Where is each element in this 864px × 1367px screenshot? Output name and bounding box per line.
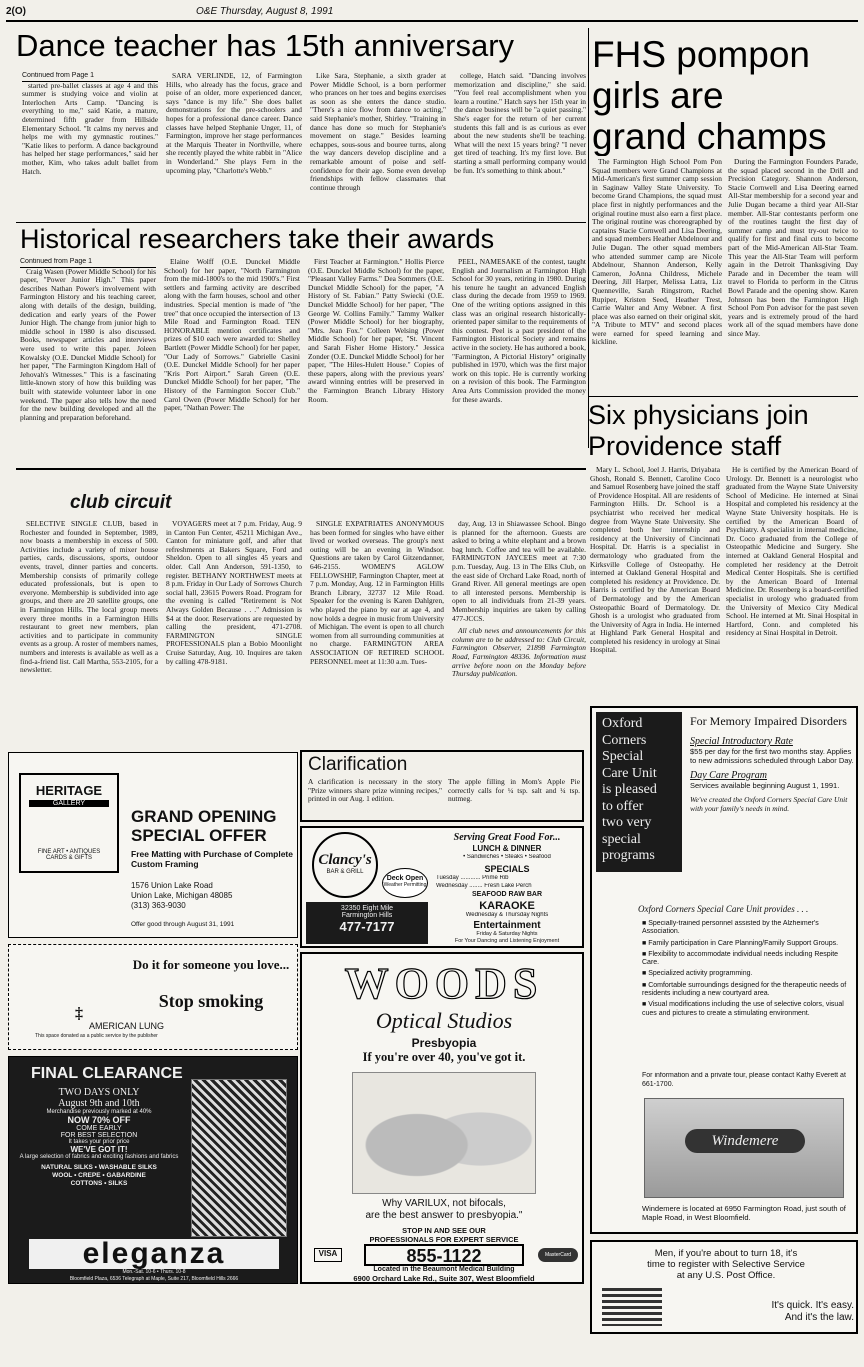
section-date: O&E Thursday, August 8, 1991 [196,6,334,17]
eleganza-logo: eleganza [29,1239,279,1269]
oxford-right-panel [690,714,854,874]
oxford-bullet: ■ Comfortable surroundings designed for the therapeutic needs of residents including a new courtyard area. [642,981,847,998]
historical-col2-text: Elaine Wolff (O.E. Dunckel Middle School) for her paper, "North Farmington from the mid-1800's to the mid 1900's." First settlers and farming activity are described along with the farm houses, school and other industries. Special mention is made of "the tree" that once occupied the intersection of 13 Mile Road and Farmington Road. TEN HONORABLE mention certificates and prizes of $10 each were awarded to: Shelley Bartlett (Power Middle School) for her paper, "Our Lady of Sorrows." Gabrielle Casini (O.E. Dunckel Middle School) for her paper "Kris Port Airport." Sarah Green (O.E. Dunckel Middle School) for her paper, "The History of the Farmington Soccer Club." Carol Owen (Power Middle School) for her paper, "Nathan Power: The [164,258,300,413]
oxford-left-line: special [602,831,641,847]
woods-phone: 855-1122 [364,1244,524,1266]
dance-col3-text: Like Sara, Stephanie, a sixth grader at Power Middle School, is a born performer who prances on her toes and begins exercises as soon as she enters the dance studio. "There's a nice flow from dance to acting," said Stephanie's mother, Shirley. "Training in dance has done so much for Stephanie's movement on stage." Besides learning echappes, sous-sous and bouree turns, along the way dancers develop discipline and a remarkable amount of poise and self-confidence for their age. Some even develop friendships with fellow classmates that continue through [310,72,446,192]
historical-col3-text: First Teacher at Farmington." Hollis Pierce (O.E. Dunckel Middle School) for the paper, "Pleasant Valley Farms." Dea Sommers (O.E. Dunckel Middle School) for the paper, "A History of St. Fabian." Patty Swiecki (O.E. Dunckel Middle School) for her paper, "The George W. Collins Family." Tammy Walker (Power Middle School) for her biography, "Mrs. Jean Fox." Colleen Welsing (Power Middle School) for her paper, "St. Vincent and Sarah Fisher Home History." Jessica Zonder (O.E. Dunckel Middle School) for her paper, "The Hiles-Hulett House." Copies of these papers, along with the previous years' award winning entries will be preserved in the Farmington Branch Library History Room. [308,258,444,404]
dance-column-1 [22,72,158,218]
clancys-lunch-sub: • Sandwiches • Steaks • Seafood [463,854,551,860]
club-col4-text: day, Aug. 13 in Shiawassee School. Bingo is planned for the afternoon. Guests are asked to bring a white elephant and a brown bag lunch. Coffee and tea will be available. FARMINGTON JAYCEES meet at 7:30 p.m. Tuesday, Aug. 13 in The Elks Club, on the east side of Orchard Lake Road, north of Grand River. All general meetings are open to all interested persons. Membership is open to all individuals from 21-39 years. Membership inquiries are taken by calling 477-JCCS. [452,520,586,623]
oxford-bullet: ■ Family participation in Care Planning/Family Support Groups. [642,939,839,947]
section-rule [588,396,858,397]
model-photo-icon [191,1079,287,1237]
windemere-building-icon [644,1098,844,1198]
lung-cross-icon: ‡ [75,1005,83,1022]
club-column-1 [20,520,158,742]
heritage-logo: HERITAGE [35,783,103,798]
oxford-left-line: Corners [602,732,647,748]
oxford-bullet-text: Visual modifications including the use of selective colors, visual cues and pictures to create a stimulating environment. [642,1001,844,1017]
woods-stop [312,1226,576,1246]
selective-tagline-line: And it's the law. [784,1312,854,1323]
eleganza-large: A large selection of fabrics and exciting fashions and fabrics [19,1154,179,1160]
physicians-col1-text: Mary L. School, Joel J. Harris, Driyabata Ghosh, Ronald S. Bennett, Caroline Coco and Samuel Rosenberg have joined the staff of Providence Hospital. All are residents of Farmington Hills. Dr. School is a psychiatrist who received her medical degree from Wayne State University. She completed both her internship and residency at the University of Cincinnati Hospital. Dr. Harris is a specialist in dermatology who graduated from the Kirksville College of Osteopathy. He interned at Oakland General Hospital and completed his residency at Providence. Dr. Harris is certified by the American Board of Dermatology and by the American Osteopathic Board of Dermatology. Dr. Ghosh is a urologist who graduated from the University of Agra in India. He interned at Highland Park General Hospital and completed his residency in urology at Sinai Hospital. [590,466,720,655]
oxford-ad [590,706,858,1234]
lung-note: This space donated as a public service by the publisher [35,1033,158,1039]
oxford-left-line: Special [602,749,644,764]
oxford-footer: Windemere is located at 6950 Farmington Road, just south of Maple Road, in West Bloomfield. [642,1204,846,1222]
clancys-logo: Clancy's [318,852,372,868]
lung-ad [8,944,298,1050]
heritage-headline [131,807,295,847]
heritage-address [131,881,295,917]
historical-column-2 [164,258,300,462]
clancys-serving: Serving Great Food For... [453,832,561,843]
heritage-tag: CARDS & GIFTS [45,855,92,861]
clancys-logo-circle [312,832,378,898]
clancys-logo-sub: BAR & GRILL [326,869,364,875]
clancys-karaoke-sub: Wednesday & Thursday Nights [465,912,549,918]
oxford-right-title: For Memory Impaired Disorders [690,714,847,728]
clancys-lunch: LUNCH & DINNER [472,844,542,853]
eleganza-days: TWO DAYS ONLY [58,1087,140,1098]
oxford-bullet-text: Comfortable surroundings designed for the therapeutic needs of residents including a new courtyard area. [642,981,847,998]
clancys-special-row: Wednesday ........ Fresh Lake Perch [436,883,532,889]
oxford-bullet: ■ Specialized activity programming. [642,970,753,978]
heritage-address-line: 1576 Union Lake Road [131,881,213,890]
oxford-left-line: Care Unit [602,765,657,781]
oxford-info: For information and a private tour, please contact Kathy Everett at 661-1700. [642,1072,846,1088]
heritage-tag: FINE ART • ANTIQUES [37,849,101,855]
masthead-rule [6,20,858,22]
woods-varilux-line: are the best answer to presbyopia." [365,1210,523,1221]
clancys-special-row: Tuesday ............ Prime Rib [436,875,509,881]
oxford-left-line: programs [602,848,655,863]
oxford-day-title: Day Care Program [690,770,768,781]
pompon-headline [592,34,858,156]
historical-col4-text: PEEL, NAMESAKE of the contest, taught English and Journalism at Farmington High School for 30 years, retiring in 1980. During his tenure he taught an advanced English class during the decade from 1959 to 1969. One of the writing options assigned in this class was an original research historically-oriented paper similar to the requirements of this contest. Peel is a past president of the Farmington Historical Society and remains active in the society. He has authored a book, "Farmington, A Pictorial History" originally published in 1970, which was the first major work on this topic. He is currently working on a revision of this book. The Farmington Area Arts Commission provided the money for these awards. [452,258,586,404]
clarification-title: Clarification [308,754,408,775]
woods-script: Optical Studios [375,1008,513,1033]
woods-ad [300,952,584,1284]
lung-org: AMERICAN LUNG [89,1021,165,1031]
oxford-bullet-text: Specially-trained personnel assisted by the Alzheimer's Association. [642,920,819,936]
woods-presbyopia: Presbyopia [411,1036,477,1050]
club-col2-text: VOYAGERS meet at 7 p.m. Friday, Aug. 9 in Canton Fun Center, 45211 Michigan Ave., Canton for miniature golf, and after that refreshments at Bakers Square, Ford and Sheldon. Open to all singles 45 years and older. Call Ann Anderson, 591-1350, to register. BETHANY NORTHWEST meets at 8 p.m. Friday in Our Lady of Sorrows Church social hall, 23615 Powers Road. Program for the evening is called "Retirement is Not Always Golden Because . . ." Admission is $4 at the door. Reservations are requested by calling the president, 471-2708. FARMINGTON SINGLE PROFESSIONALS plan a Bobio Moonlight Cruise Saturday, Aug. 10. Inquires are taken by calling 478-9181. [166,520,302,666]
historical-headline: Historical researchers take their awards [20,226,495,254]
historical-column-4 [452,258,586,462]
oxford-left-line: two very [602,815,652,830]
pompon-headline-line: grand champs [592,116,827,156]
heritage-address-line: (313) 363-9030 [131,901,186,910]
clancys-entertainment: Entertainment [473,920,541,931]
eleganza-fabrics [19,1164,179,1188]
heritage-logo-box [19,773,119,873]
dance-continued: Continued from Page 1 [22,72,158,82]
selective-line: Men, if you're about to turn 18, it's [654,1248,798,1259]
heritage-logo-sub: GALLERY [29,800,109,807]
selective-line: at any U.S. Post Office. [676,1270,776,1281]
eleganza-dates: August 9th and 10th [58,1098,140,1109]
pompon-col2-text: During the Farmington Founders Parade, the squad placed second in the Drill and Precision Category. Shannon Anderson, Stacie Cornwell and Lisa Deering earned All-Star membership for a second year and Julie Dugan became a third year All-Star member. All-Star contestants perform one of the routines taught the first day of summer camp and must try-out twice to qualify for first and final cuts to become part of the Mid-American All-Star Team. This year the All-Star Team will perform again in the Detroit Thanksgiving Day Parade and in December the team will travel to Florida to perform in the Citrus Bowl Parade and the opening show. Karen Johnson has been the Farmington High School Pom Pon advisor for the past seven years and is extremely proud of the hard work all of the squad members have done since May. [728,158,858,338]
selective-service-ad [590,1240,858,1334]
clancys-address-line: Farmington Hills [341,912,393,919]
oxford-created: We've created the Oxford Corners Special Care Unit with your family's needs in mind. [690,795,848,813]
eleganza-wegot: WE'VE GOT IT! [70,1145,128,1154]
oxford-bullet-text: Specialized activity programming. [648,970,753,978]
section-rule [16,222,586,223]
eyeglasses-photo-icon [352,1072,536,1194]
clarification-body-2: The apple filling in Mom's Apple Pie correctly calls for ¼ tsp. salt and ¼ tsp. nutmeg. [448,778,580,804]
club-column-2 [166,520,302,742]
club-column-3 [310,520,444,742]
club-col1-text: SELECTIVE SINGLE CLUB, based in Rochester and founded in September, 1989, now boasts a membership in excess of 500. Activities include a variety of mixer house parties, cards, discussions, sports, outdoor events, travel, dinner parties and concerts. Membership consists of primarily college educated professionals, but is open to everyone. Membership is subdivided into age groups, and there are 20 satellite groups, one in Farmington Hills. The local group meets every three months in a Farmington Hills restaurant to greet new members, plan activities and to participate in community events as a group. A roster of members names, numbers and interests is available as well as a find-a-friend list. Call Martha, 553-2105, for a newsletter. [20,520,158,675]
eleganza-footer: Mon.-Sat. 10-6 • Thurs. 10-8 [122,1269,186,1275]
historical-column-3 [308,258,444,462]
physicians-headline [588,400,858,464]
historical-column-1 [20,258,156,462]
historical-col1-text: Craig Wasen (Power Middle School) for his paper, "Power Junior High." This paper describes Nathan Power's involvement with Farmington History and his teaching career, along with details of the design, building, dedication and early years of the Power Junior High. The change from junior high to middle school in 1980 is also discussed. Books, newspaper articles and interviews were used to write this paper. Joleen Kowalsky (O.E. Dunckel Middle School) for her paper, "The Farmington Kingdom Hall of Jehovah's Witnesses." This is a fascinating little-known story of how this building was built with statewide volunteer labor in one weekend. The paper also tells how the need for the new building developed and all the planning and preparation beforehand. [20,266,156,422]
windemere-logo: Windemere [685,1129,805,1153]
section-rule [16,468,586,470]
mastercard-logo: MasterCard [538,1248,578,1262]
oxford-intro-text: $55 per day for the first two months stay. Applies to new admissions scheduled through Labor Day. [690,747,854,765]
heritage-offer: Free Matting with Purchase of Complete Custom Framing [131,849,293,869]
heritage-headline-line: GRAND OPENING [131,807,277,826]
clancys-deck-badge [382,868,428,898]
pompon-headline-line: girls are [592,75,724,116]
oxford-left-panel [596,712,682,872]
clancys-deck-sub: Weather Permitting [383,882,427,888]
clancys-address-line: 32350 Eight Mile [340,905,394,912]
oxford-left-line: Oxford [602,716,643,731]
woods-tagline: If you're over 40, you've got it. [362,1050,526,1064]
eleganza-now: NOW 70% OFF [67,1115,131,1125]
eleganza-fabrics-line: WOOL • CREPE • GABARDINE [52,1172,146,1179]
pompon-col1-text: The Farmington High School Pom Pon Squad members were Grand Champions at Mid-American's first summer camp session in Saginaw Valley State University. To become Grand Champions, the squad must place first in nightly performances and the original routine must also earn a first place. The original routine was choreographed by captains Stacie Cornwell and Lisa Deering, and squad members Heather Abdelnour and Julie Dugan. The other squad members who attended summer camp are Nicole Abdelnour, Shannon Anderson, Kelly Cameron, JoAnna Childress, Michele Deering, Jill Harper, Melissa Latra, Liz Quenneville, Sarah Ringstrom, Rachel Rupiper, Kristen Seed, Heather Trest, Carrie Walter and Amy Webner. A first place was also earned on their original skit, "A Tribute to MTV" and second places were earned for speed learning and kickline. [592,158,722,347]
oxford-intro-title: Special Introductory Rate [690,736,793,747]
clancys-raw-bar: SEAFOOD RAW BAR [472,891,542,898]
club-note: All club news and announcements for this column are to be addressed to: Club Circuit, Farmington Observer, 21898 Farmington Road, Farmington 48336. Information must arrive before noon on the Monday before Thursday publication. [452,626,586,679]
woods-varilux [312,1198,576,1224]
heritage-ad [8,752,298,938]
physicians-headline-line: Six physicians join [588,400,809,430]
eleganza-still: It takes your prior price [68,1139,130,1145]
historical-continued: Continued from Page 1 [20,258,156,268]
woods-location: Located in the Beaumont Medical Building [373,1266,515,1273]
eleganza-best: FOR BEST SELECTION [60,1132,138,1139]
clancys-karaoke: KARAOKE [479,900,535,912]
woods-stop-line: PROFESSIONALS FOR EXPERT SERVICE [369,1235,519,1244]
lung-line-1: Do it for someone you love... [132,957,290,972]
woods-varilux-line: Why VARILUX, not bifocals, [382,1198,506,1209]
dance-headline: Dance teacher has 15th anniversary [16,30,515,63]
eleganza-title: FINAL CLEARANCE [31,1065,183,1082]
dance-col1-text: started pre-ballet classes at age 4 and this summer is studying voice and violin at Interlochen Arts Camp. "Dancing is everything to me," said Katie, a mature, determined fifth grader from Hillside Elementary School. "It calms my nerves and helps me with my gymnastic routines." "Katie likes to perform. A dance background has helped her stage performances," said her mother, Kim, who takes adult ballet from Hatch. [22,80,158,176]
oxford-bullet: ■ Visual modifications including the use of selective colors, visual cues and pictures to create a stimulating environment. [642,1001,844,1017]
oxford-left-line: is pleased [602,782,657,797]
flag-icon [602,1288,662,1326]
selective-text [598,1248,854,1284]
clancys-phone: 477-7177 [339,919,395,934]
eleganza-ad [8,1056,298,1284]
clarification-body: A clarification is necessary in the story "Prize winners share prize winning recipes," printed in our Aug. 1 edition. [308,778,442,804]
dance-column-4 [454,72,586,218]
heritage-address-line: Union Lake, Michigan 48085 [131,891,233,900]
eleganza-copy [19,1087,179,1237]
heritage-headline-line: SPECIAL OFFER [131,826,267,845]
page-number: 2(O) [6,6,26,17]
eleganza-fabrics-line: NATURAL SILKS • WASHABLE SILKS [41,1164,157,1171]
column-divider [588,28,589,448]
dance-column-3 [310,72,446,218]
heritage-valid: Offer good through August 31, 1991 [131,921,235,928]
eleganza-footer-2: Bloomfield Plaza, 6536 Telegraph at Maple, Suite 217, Bloomfield Hills 2666 [69,1276,239,1282]
clancys-address-block [306,902,428,944]
clarification-box [300,750,584,822]
oxford-bullet-text: Family participation in Care Planning/Family Support Groups. [648,939,839,947]
oxford-bullet: ■ Specially-trained personnel assisted by the Alzheimer's Association. [642,920,819,936]
visa-logo: VISA [314,1248,342,1262]
oxford-bullets [642,920,852,1068]
dance-col2-text: SARA VERLINDE, 12, of Farmington Hills, who already has the focus, grace and poise of an older, more experienced dancer, says "dance is my life." She does ballet demonstrations for the pre-schoolers and hopes for a professional dance career. Dance classes have helped Stephanie Unger, 11, of Farmington, improve her stage performances at the Marquis Theater in Northville, where she recently played the white rabbit in "Alice in Wonderland." She plays Fern in the upcoming play, "Charlotte's Webb." [166,72,302,175]
pompon-headline-line: FHS pompon [592,34,810,75]
lung-line-2: Stop smoking [158,991,264,1011]
woods-stop-line: STOP IN AND SEE OUR [402,1226,486,1235]
oxford-left-line: to offer [602,798,644,814]
selective-tagline-line: It's quick. It's easy. [771,1300,854,1311]
clancys-ent-sub-2: For Your Dancing and Listening Enjoyment [454,938,560,944]
selective-line: time to register with Selective Service [647,1259,805,1270]
oxford-bullet: ■ Flexibility to accommodate individual needs including Respite Care. [642,950,839,967]
woods-logo: WOODS [344,959,544,1006]
eleganza-come: COME EARLY [76,1125,122,1132]
club-column-4 [452,520,586,742]
eleganza-fabrics-line: COTTONS • SILKS [70,1180,128,1187]
oxford-bullet-text: Flexibility to accommodate individual needs including Respite Care. [642,950,839,967]
club-headline: club circuit [70,492,172,513]
selective-tagline [702,1300,854,1328]
clancys-deck: Deck Open [386,875,424,882]
clancys-ent-sub: Friday & Saturday Nights [476,931,538,937]
club-col3-text: SINGLE EXPATRIATES ANONYMOUS has been formed for singles who have either lived or worked overseas. The group's next outing will be an evening in Windsor. Questions are taken by Carol Gitzendanner, 646-2155. WOMEN'S AGLOW FELLOWSHIP, Farmington Chapter, meet at 7 p.m. Monday, Aug. 12 in Farmington Hills Branch Library, 32737 12 Mile Road. Speaker for the evening is Karen Dahlgren, who played the piano by ear at age 4, and now holds a degree in music from University of Michigan. The event is open to all church women from all surrounding communities at no charge. FARMINGTON AREA ASSOCIATION OF RETIRED SCHOOL PERSONNEL meet at 11:30 a.m. Tues- [310,520,444,666]
eleganza-merch: Merchandise previously marked at 40% [46,1109,152,1115]
oxford-provides: Oxford Corners Special Care Unit provides . . . [638,904,809,914]
dance-column-2 [166,72,302,218]
woods-address: 6900 Orchard Lake Rd., Suite 307, West Bloomfield [353,1274,535,1283]
physicians-col2-text: He is certified by the American Board of Urology. Dr. Bennett is a neurologist who graduated from the Wayne State University School of Medicine. He interned at Sinai Hospital and completed his residency at the Wayne State University hospitals. He is certified by the American Board of Psychiatry. A specialist in internal medicine, Dr. Coco graduated from the College of Osteopathic Medicine and Surgery. She interned at Oakland General Hospital and completed her residency at the Detroit Medical Center Hospitals. She is certified by the American Board of Internal Medicine. Dr. Rosenberg is a board-certified specialist in urology who graduated from the University of Mexico City Medical School. He interned at Mt. Sinai Hospital in Hartford, Conn. and completed his residency at Sinai Hospital in Detroit. [726,466,858,638]
clancys-specials: SPECIALS [484,864,530,874]
clancys-ad [300,826,584,948]
oxford-day-text: Services available beginning August 1, 1991. [690,781,840,790]
physicians-headline-line: Providence staff [588,431,782,461]
dance-col4-text: college, Hatch said. "Dancing involves memorization and discipline," she said. "You feel real accomplishment when you learn a routine." Hatch says her 15th year in the dance business will be "a quiet passing." She's eager for the return of her current students this fall and is as curious as ever about the new students she'll be teaching. What will the next 15 years bring? "I never get tired of teaching. It's my first love. But starting a small performing company would be fun. It's something to think about." [454,72,586,175]
